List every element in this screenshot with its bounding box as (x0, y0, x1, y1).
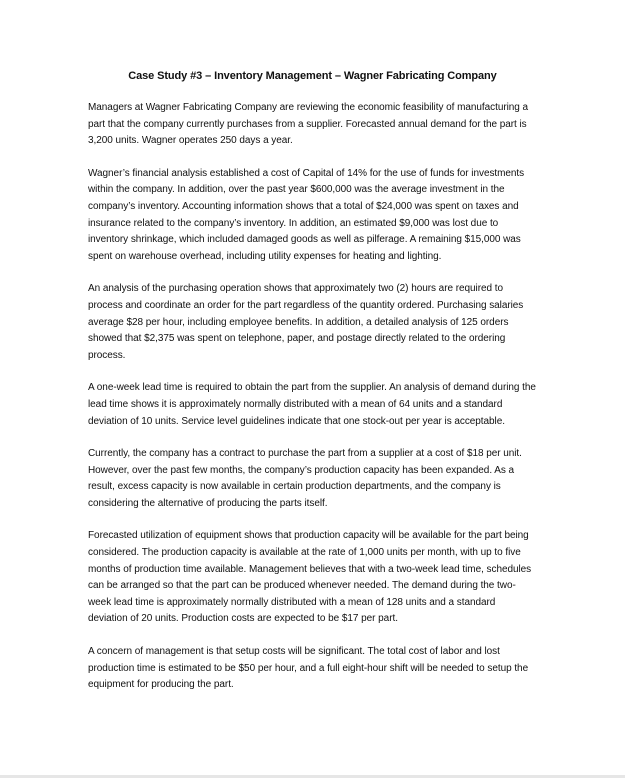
paragraph-purchasing-analysis: An analysis of the purchasing operation shows that approximately two (2) hours are required to process and coordinate an order for the part regardless of the quantity ordered. Purchasing salaries average $28 per hour, including employee benefits. In addition, a detailed analysis of 125 orders showed that $2,375 was spent on telephone, paper, and postage directly related to the ordering process. (88, 283, 524, 361)
paragraph-intro: Managers at Wagner Fabricating Company are reviewing the economic feasibility of manufacturing a part that the company currently purchases from a supplier. Forecasted annual demand for the part is 3,200 units. Wagner operates 250 days a year. (88, 102, 529, 147)
document-title: Case Study #3 – Inventory Management – Wagner Fabricating Company (128, 70, 497, 82)
paragraph-lead-time: A one-week lead time is required to obtain the part from the supplier. An analysis of demand during the lead time shows it is approximately normally distributed with a mean of 64 units and a standard deviation of 10 units. Service level guidelines indicate that one stock-out per year is acceptable. (88, 382, 536, 427)
paragraph-production-capacity: Forecasted utilization of equipment shows that production capacity will be available for the part being considered. The production capacity is available at the rate of 1,000 units per month, with up to five months of production time available. Management believes that with a two-week lead time, schedules can be arranged so that the part can be produced whenever needed. The demand during the two-week lead time is approximately normally distributed with a mean of 128 units and a standard deviation of 20 units. Production costs are expected to be $17 per part. (88, 530, 532, 625)
paragraph-supplier-contract: Currently, the company has a contract to purchase the part from a supplier at a cost of $18 per unit. However, over the past few months, the company’s production capacity has been expanded. As a result, excess capacity is now available in certain production departments, and the company is considering the alternative of producing the parts itself. (88, 448, 522, 509)
paragraph-setup-costs: A concern of management is that setup costs will be significant. The total cost of labor and lost production time is estimated to be $50 per hour, and a full eight-hour shift will be needed to setup the equipment for producing the part. (88, 646, 529, 691)
paragraph-financial-analysis: Wagner’s financial analysis established a cost of Capital of 14% for the use of funds for investments within the company. In addition, over the past year $600,000 was the average investment in the company’s inventory. Accounting information shows that a total of $24,000 was spent on taxes and insurance related to the company’s inventory. In addition, an estimated $9,000 was lost due to inventory shrinkage, which included damaged goods as well as pilferage. A remaining $15,000 was spent on warehouse overhead, including utility expenses for heating and lighting. (88, 167, 525, 262)
